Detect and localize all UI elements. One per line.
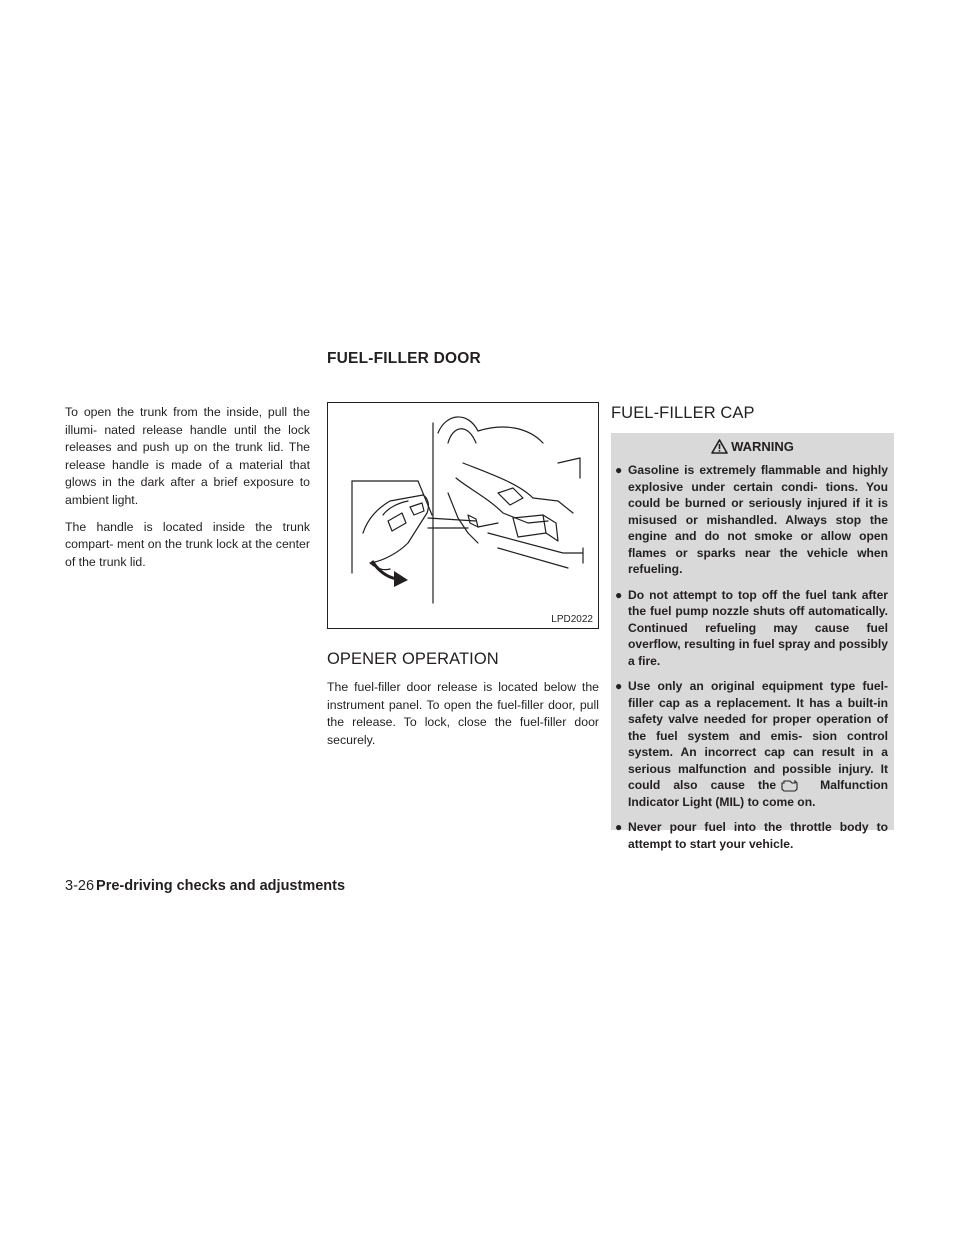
cap-heading: FUEL-FILLER CAP [611,404,755,422]
list-item-text: Do not attempt to top off the fuel tank after the fuel pump nozzle shuts off automatically. Continued refueling may cause fuel overflow, resulting in fuel spray and possibly a fire. [628,587,888,668]
section-title: FUEL-FILLER DOOR [327,350,481,367]
trunk-release-text [65,404,310,580]
paragraph: To open the trunk from the inside, pull the illumi- nated release handle until the lock releases and push up on the trunk lid. The release handle is made of a material that glows in the dark after a brief exposure to ambient light. [65,405,310,507]
opener-body: The fuel-filler door release is located below the instrument panel. To open the fuel-filler door, pull the release. To lock, close the fuel-filler door securely. [327,680,599,747]
bullet: ● [615,587,623,602]
fuel-door-release-illustration [327,402,599,629]
warning-list [611,462,894,852]
list-item-text: Never pour fuel into the throttle body to attempt to start your vehicle. [628,820,888,851]
page-number: 3-26 [65,878,95,894]
list-item [617,462,888,578]
paragraph: The handle is located inside the trunk compart- ment on the trunk lock at the center of the trunk lid. [65,519,310,569]
engine-check-icon [780,779,798,792]
warning-box [611,433,894,851]
page-footer [65,878,345,894]
bullet: ● [615,463,623,477]
list-item [617,587,888,670]
opener-heading: OPENER OPERATION [327,650,499,668]
bullet: ● [615,679,623,693]
chapter-title: Pre-driving checks and adjustments [96,878,346,894]
list-item [617,819,888,852]
list-item-text: Gasoline is extremely flammable and highly explosive under certain condi- tions. You could be burned or seriously injured if it is misused or mishandled. Always stop the engine and do not smoke or allow open flames or sparks near the vehicle when refueling. [628,463,888,576]
list-item [617,678,888,810]
bullet: ● [615,820,623,834]
release-handle-drawing [328,403,598,628]
warning-triangle-icon [711,439,728,454]
figure-code: LPD2022 [551,614,593,625]
warning-title: WARNING [731,439,794,454]
warning-header [611,439,894,454]
list-item-text-tail: Malfunction Indicator Light (MIL) to come on. [628,778,888,809]
list-item-text: Use only an original equipment type fuel-filler cap as a replacement. It has a built-in safety valve needed for proper operation of the fuel system and emis- sion control system. An incorrect cap can result in a serious malfunction and possible injury. It could also cause the [628,679,888,792]
